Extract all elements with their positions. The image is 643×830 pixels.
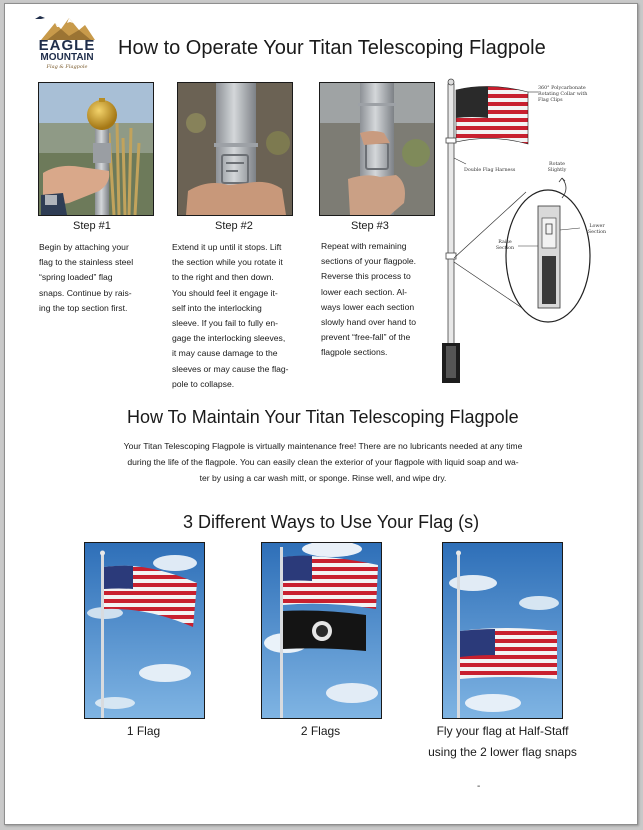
step1-label: Step #1 xyxy=(73,220,111,232)
step3-text-line: sections of your flagpole. xyxy=(321,256,417,267)
step1-text-line: ing the top section first. xyxy=(39,302,128,313)
collar-label-line: Flag Clips xyxy=(538,98,563,103)
instruction-page xyxy=(4,3,638,825)
step2-text xyxy=(172,240,304,392)
half-staff-caption-line: using the 2 lower flag snaps xyxy=(428,745,577,759)
maintain-paragraph-line: Your Titan Telescoping Flagpole is virtually maintenance free! There are no lubricants needed at any time xyxy=(123,441,523,451)
two-flags-photo xyxy=(261,542,382,719)
step1-photo xyxy=(38,82,154,216)
logo-brand-line2: MOUNTAIN xyxy=(40,52,94,63)
collar-label-line: 360° Polycarbonate xyxy=(538,86,586,91)
maintain-heading: How To Maintain Your Titan Telescoping Flagpole xyxy=(127,407,519,427)
step1-text-line: snaps. Continue by rais- xyxy=(39,287,132,298)
harness-label: Double Flag Harness xyxy=(464,168,516,173)
maintain-paragraph-line: during the life of the flagpole. You can easily clean the exterior of your flagpole with liquid soap and wa- xyxy=(127,457,519,467)
step3-photo xyxy=(319,82,435,216)
step2-text-line: You should feel it engage it- xyxy=(172,287,278,298)
lower-label-line: Section xyxy=(587,230,607,235)
one-flag-caption-line: 1 Flag xyxy=(126,724,161,738)
raise-label-line: Raise xyxy=(498,240,512,245)
raise-label-line: Section xyxy=(495,246,515,251)
step1-text-line: flag to the stainless steel xyxy=(39,257,134,268)
footer-mark: - xyxy=(477,781,481,792)
step3-text-line: flagpole sections. xyxy=(321,347,388,358)
step2-label: Step #2 xyxy=(215,220,253,232)
step2-photo xyxy=(177,82,293,216)
rotate-label-line: Slightly xyxy=(547,168,567,173)
step2-text-line: Extend it up until it stops. Lift xyxy=(172,242,282,252)
step3-text-line: lower each section. Al- xyxy=(321,286,407,297)
half-staff-caption-line: Fly your flag at Half-Staff xyxy=(436,724,569,738)
step2-text-line: to the right and then down. xyxy=(172,272,274,283)
maintain-paragraph-line: ter by using a car wash mitt, or sponge. Rinse well, and wipe dry. xyxy=(199,473,447,483)
two-flags-caption-line: 2 Flags xyxy=(300,724,341,738)
step2-text-line: the section while you rotate it xyxy=(172,257,283,268)
lower-label-line: Lower xyxy=(589,224,605,229)
logo-brand-line1: EAGLE xyxy=(38,37,96,54)
page-title: How to Operate Your Titan Telescoping Flagpole xyxy=(118,37,546,59)
step2-text-line: self into the interlocking xyxy=(172,302,262,313)
logo-tagline: Flag & Flagpole xyxy=(46,64,88,70)
collar-label xyxy=(538,86,618,104)
two-flags-caption xyxy=(261,721,380,742)
eagle-mountain-logo xyxy=(33,10,101,72)
step3-text-line: Reverse this process to xyxy=(321,271,411,282)
rotate-label xyxy=(542,162,572,174)
step2-text-line: gage the interlocking sleeves, xyxy=(172,333,286,344)
step1-text-line: Begin by attaching your xyxy=(39,242,129,252)
maintain-paragraph xyxy=(63,438,583,486)
half-staff-photo xyxy=(442,542,563,719)
step1-text xyxy=(39,240,159,316)
raise-label xyxy=(492,240,518,252)
flagpole-diagram xyxy=(430,78,630,390)
one-flag-caption xyxy=(84,721,203,742)
one-flag-photo xyxy=(84,542,205,719)
step3-text xyxy=(321,239,445,361)
step3-text-line: Repeat with remaining xyxy=(321,241,407,251)
step2-text-line: it may cause damage to the xyxy=(172,348,278,359)
step2-text-line: sleeve. If you fail to fully en- xyxy=(172,318,279,329)
mountain-eagle-icon xyxy=(33,10,101,40)
rotate-label-line: Rotate xyxy=(548,162,566,167)
lower-label xyxy=(582,224,612,236)
step1-text-line: “spring loaded” flag xyxy=(39,272,113,283)
step2-text-line: pole to collapse. xyxy=(172,378,235,389)
step2-text-line: sleeves or may cause the flag- xyxy=(172,363,289,374)
step3-text-line: prevent “free-fall” of the xyxy=(321,332,411,343)
collar-label-line: Rotating Collar with xyxy=(538,92,588,97)
ways-heading: 3 Different Ways to Use Your Flag (s) xyxy=(183,512,480,532)
half-staff-caption xyxy=(405,721,600,763)
step3-text-line: slowly hand over hand to xyxy=(321,317,417,328)
step3-text-line: ways lower each section xyxy=(321,301,415,312)
step3-label: Step #3 xyxy=(351,220,389,232)
